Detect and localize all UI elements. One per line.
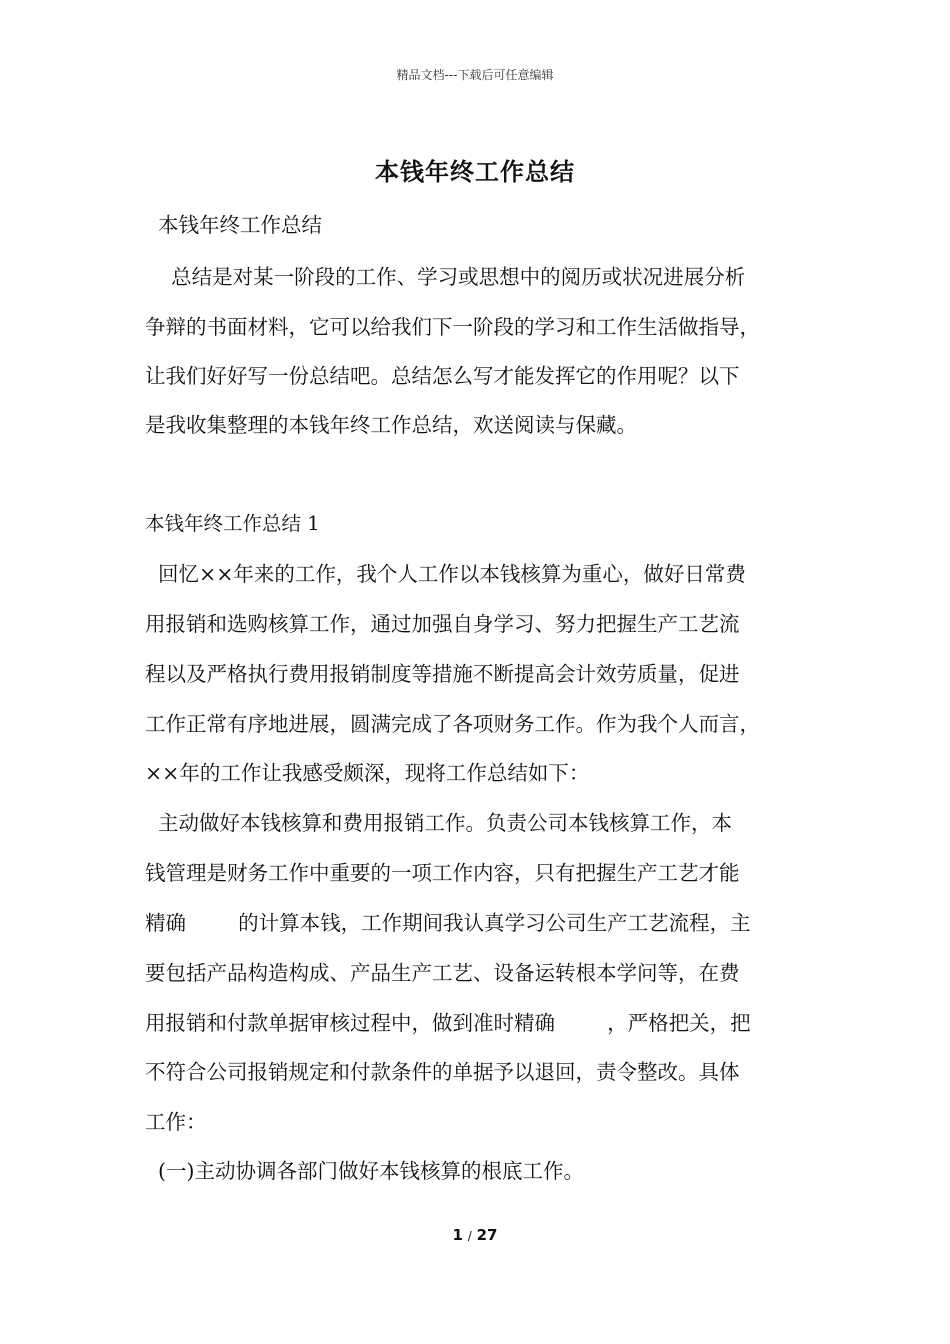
body-line: 回忆××年来的工作，我个人工作以本钱核算为重心，做好日常费	[145, 562, 746, 586]
body-line: 工作：	[145, 1110, 207, 1134]
body-line: 争辩的书面材料，它可以给我们下一阶段的学习和工作生活做指导，	[145, 315, 760, 339]
page-header: 精品文档---下载后可任意编辑	[396, 68, 554, 82]
body-line: 钱管理是财务工作中重要的一项工作内容，只有把握生产工艺才能	[145, 861, 740, 885]
page-separator: /	[467, 1229, 472, 1243]
total-pages: 27	[476, 1226, 498, 1244]
page-number	[0, 1226, 950, 1244]
body-line: 让我们好好写一份总结吧。总结怎么写才能发挥它的作用呢？以下	[145, 364, 740, 388]
body-line: 不符合公司报销规定和付款条件的单据予以退回，责令整改。具体	[145, 1060, 740, 1084]
body-line: 用报销和选购核算工作，通过加强自身学习、努力把握生产工艺流	[145, 612, 740, 636]
body-line: ××年的工作让我感受颇深，现将工作总结如下：	[145, 761, 590, 785]
body-line: 工作正常有序地进展，圆满完成了各项财务工作。作为我个人而言，	[145, 712, 760, 736]
body-line: 程以及严格执行费用报销制度等措施不断提高会计效劳质量，促进	[145, 662, 740, 686]
body-line: 是我收集整理的本钱年终工作总结，欢送阅读与保藏。	[145, 413, 637, 437]
document-title: 本钱年终工作总结	[375, 158, 575, 186]
body-line: (一)主动协调各部门做好本钱核算的根底工作。	[145, 1159, 585, 1183]
body-line: 精确 的计算本钱，工作期间我认真学习公司生产工艺流程，主	[145, 911, 751, 935]
subtitle-line: 本钱年终工作总结	[145, 213, 323, 237]
current-page: 1	[452, 1226, 463, 1244]
body-line: 用报销和付款单据审核过程中，做到准时精确 ，严格把关，把	[145, 1011, 751, 1035]
body-line: 要包括产品构造构成、产品生产工艺、设备运转根本学问等，在费	[145, 961, 740, 985]
section-heading: 本钱年终工作总结 1	[145, 512, 320, 535]
body-line: 主动做好本钱核算和费用报销工作。负责公司本钱核算工作，本	[145, 811, 733, 835]
body-line: 总结是对某一阶段的工作、学习或思想中的阅历或状况进展分析	[145, 265, 746, 289]
